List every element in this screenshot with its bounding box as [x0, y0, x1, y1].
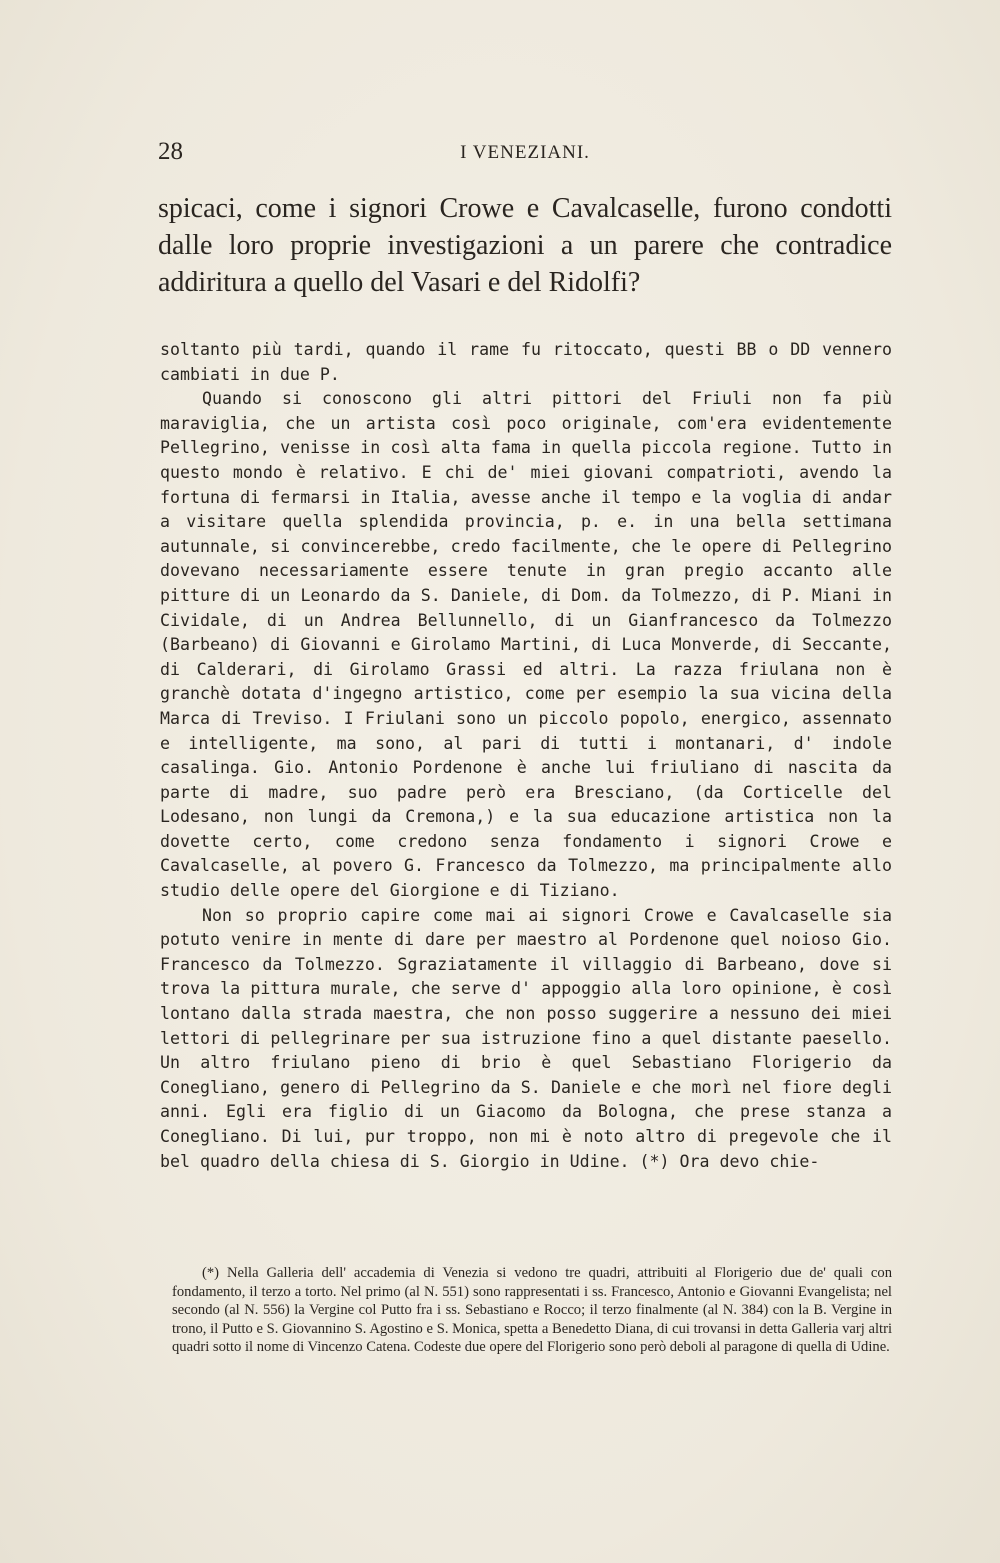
body-paragraph-pordenone-master: Non so proprio capire come mai ai signori Crowe e Cavalcaselle sia potuto venire in mente di dare per maestro al Pordenone quel noioso Gio. Francesco da Tolmezzo. Sgraziatamente il villaggio di Barbeano, dove si trova la pittura murale, che serve d' appoggio alla loro opinione, è così lontano dalla strada maestra, che non posso suggerire a nessuno dei miei lettori di pellegrinare per sua istruzione fino a quel distante paesello. Un altro friulano pieno di brio è quel Sebastiano Florigerio da Conegliano, genero di Pellegrino da S. Daniele e che morì nel fiore degli anni. Egli era figlio di un Giacomo da Bologna, che prese stanza a Conegliano. Di lui, pur troppo, non mi è noto altro di pregevole che il bel quadro della chiesa di S. Giorgio in Udine. (*) Ora devo chie- [160, 905, 892, 1171]
lead-paragraph: spicaci, come i signori Crowe e Cavalcaselle, furono condotti dalle loro proprie investigazioni a un parere che contradice addiritura a quello del Vasari e del Ridolfi? [158, 193, 892, 298]
page-number: 28 [158, 138, 183, 165]
footnote: (*) Nella Galleria dell' accademia di Venezia si vedono tre quadri, attribuiti al Florigerio due de' quali con fondamento, il terzo a torto. Nel primo (al N. 551) sono rappresentati i ss. Francesco, Antonio e Giovanni Evangelista; nel secondo (al N. 556) la Vergine col Putto fra i ss. Sebastiano e Rocco; il terzo finalmente (al N. 384) con la B. Vergine in trono, il Putto e S. Giovannino S. Agostino e S. Monica, spetta a Benedetto Diana, di cui trovansi in detta Galleria varj altri quadri sotto il nome di Vincenzo Catena. Codeste due opere del Florigerio sono però deboli al paragone di quella di Udine. [172, 1265, 892, 1355]
body-paragraph-continuation: soltanto più tardi, quando il rame fu ritoccato, questi BB o DD vennero cambiati in due P. [160, 340, 892, 384]
body-paragraph-friuli-painters: Quando si conoscono gli altri pittori del Friuli non fa più maraviglia, che un artista così poco originale, com'era evidentemente Pellegrino, venisse in così alta fama in quella piccola regione. Tutto in questo mondo è relativo. E chi de' miei giovani compatrioti, avendo la fortuna di fermarsi in Italia, avesse anche il tempo e la voglia di andar a visitare quella splendida provincia, p. e. in una bella settimana autunnale, si convincerebbe, credo facilmente, che le opere di Pellegrino dovevano necessariamente essere tenute in gran pregio accanto alle pitture di un Leonardo da S. Daniele, di Dom. da Tolmezzo, di P. Miani in Cividale, di un Andrea Bellunnello, di un Gianfrancesco da Tolmezzo (Barbeano) di Giovanni e Girolamo Martini, di Luca Monverde, di Seccante, di Calderari, di Girolamo Grassi ed altri. La razza friulana non è granchè dotata d'ingegno artistico, come per esempio la sua vicina della Marca di Treviso. I Friulani sono un piccolo popolo, energico, assennato e intelligente, ma sono, al pari di tutti i montanari, d' indole casalinga. Gio. Antonio Pordenone è anche lui friuliano di nascita da parte di madre, suo padre però era Bresciano, (da Corticelle del Lodesano, non lungi da Cremona,) e la sua educazione artistica non la dovette certo, come credono senza fondamento i signori Crowe e Cavalcaselle, al povero G. Francesco da Tolmezzo, ma principalmente allo studio delle opere del Giorgione e di Tiziano. [160, 389, 892, 901]
body-text [160, 338, 892, 1174]
running-head: I VENEZIANI. [460, 142, 590, 163]
page-header [158, 138, 892, 172]
